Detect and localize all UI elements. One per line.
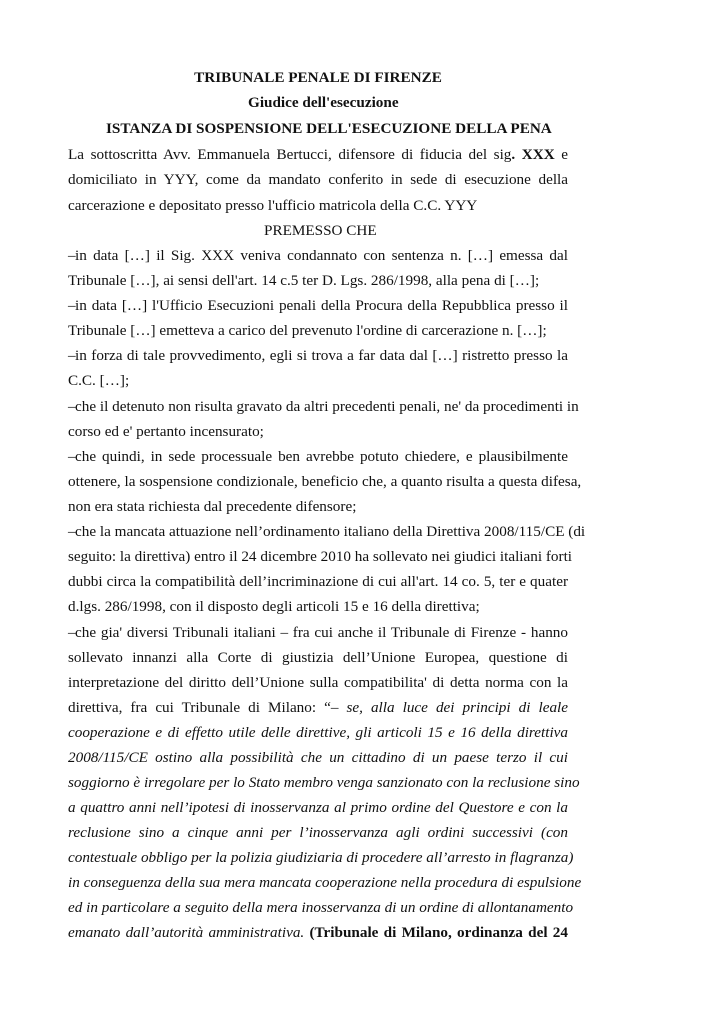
intro-line-3: carcerazione e depositato presso l'ufficio matricola della C.C. YYY	[68, 197, 478, 214]
bullet-dash: –	[68, 398, 76, 415]
point-text: che quindi, in sede processuale ben avrebbe potuto chiedere, e plausibilmente	[75, 448, 568, 465]
point-1-line-1	[68, 246, 568, 266]
point-6-line-2: seguito: la direttiva) entro il 24 dicembre 2010 ha sollevato nei giudici italiani forti	[68, 548, 573, 565]
document-title: ISTANZA DI SOSPENSIONE DELL'ESECUZIONE DELLA PENA	[106, 120, 552, 137]
bullet-dash: –	[68, 448, 76, 465]
quote-text: emanato dall’autorità amministrativa.	[68, 924, 305, 941]
bullet-dash: –	[68, 297, 76, 314]
point-text: in data […] il Sig. XXX veniva condannato con sentenza n. […] emessa dal	[75, 247, 568, 264]
point-6-line-3: dubbi circa la compatibilità dell’incriminazione di cui all'art. 14 co. 5, ter e quater	[68, 573, 568, 590]
point-4-line-2: corso ed e' pertanto incensurato;	[68, 423, 264, 440]
intro-line-1	[68, 145, 568, 165]
point-6-line-4: d.lgs. 286/1998, con il disposto degli articoli 15 e 16 della direttiva;	[68, 598, 480, 615]
bullet-dash: –	[68, 247, 76, 264]
point-3-line-1	[68, 346, 568, 366]
quote-line-5: reclusione sino a cinque anni per l’inosservanza agli ordini successivi (con	[68, 824, 568, 841]
point-5-line-1	[68, 447, 568, 467]
quote-line-4: a quattro anni nell’ipotesi di inosservanza al primo ordine del Questore e con la	[68, 799, 568, 816]
bullet-dash: –	[68, 523, 76, 540]
point-5-line-3: non era stata richiesta dal precedente difensore;	[68, 498, 357, 515]
point-3-line-2: C.C. […];	[68, 372, 130, 389]
quote-line-9	[68, 923, 568, 943]
quote-line-8: ed in particolare a seguito della mera inosservanza di un ordine di allontanamento	[68, 899, 574, 916]
bullet-dash: –	[68, 347, 76, 364]
point-2-line-2: Tribunale […] emetteva a carico del prevenuto l'ordine di carcerazione n. […];	[68, 322, 547, 339]
citation-text: Tribunale di Milano, ordinanza del 24	[314, 924, 568, 941]
point-text: che gia' diversi Tribunali italiani – fra cui anche il Tribunale di Firenze - hanno	[75, 624, 568, 641]
point-text: in data […] l'Ufficio Esecuzioni penali della Procura della Repubblica presso il	[75, 297, 568, 314]
court-heading: TRIBUNALE PENALE DI FIRENZE	[194, 69, 442, 86]
point-6-line-1	[68, 522, 586, 542]
point-1-line-2: Tribunale […], ai sensi dell'art. 14 c.5 ter D. Lgs. 286/1998, alla pena di […];	[68, 272, 540, 289]
point-7-line-1	[68, 623, 568, 643]
point-5-line-2: ottenere, la sospensione condizionale, beneficio che, a quanto risulta a questa difesa,	[68, 473, 582, 490]
quote-line-3: soggiorno è irregolare per lo Stato membro venga sanzionato con la reclusione sino	[68, 774, 580, 791]
quote-line-6: contestuale obbligo per la polizia giudiziaria di procedere all’arresto in flagranza)	[68, 849, 574, 866]
point-text: che il detenuto non risulta gravato da altri precedenti penali, ne' da procedimenti in	[75, 398, 579, 415]
point-7-line-3: interpretazione del diritto dell’Unione sulla compatibilita' di detta norma con la	[68, 674, 568, 691]
point-4-line-1	[68, 397, 579, 417]
premesso-heading: PREMESSO CHE	[264, 222, 377, 239]
point-text: direttiva, fra cui Tribunale di Milano: “–	[68, 699, 347, 716]
point-text: in forza di tale provvedimento, egli si trova a far data dal […] ristretto presso la	[75, 347, 568, 364]
point-text: che la mancata attuazione nell’ordinamento italiano della Direttiva 2008/115/CE (di	[75, 523, 586, 540]
intro-text-end: e	[554, 146, 569, 163]
point-7-line-4	[68, 698, 568, 718]
client-name: . XXX	[511, 146, 555, 163]
point-2-line-1	[68, 296, 568, 316]
point-7-line-2: sollevato innanzi alla Corte di giustizia dell’Unione Europea, questione di	[68, 649, 568, 666]
quote-text: se, alla luce dei principi di leale	[346, 699, 569, 716]
paren-open: (	[304, 924, 315, 941]
intro-line-2: domiciliato in YYY, come da mandato conferito in sede di esecuzione della	[68, 171, 568, 188]
quote-line-7: in conseguenza della sua mera mancata cooperazione nella procedura di espulsione	[68, 874, 582, 891]
intro-text: La sottoscritta Avv. Emmanuela Bertucci, difensore di fiducia del sig	[68, 146, 512, 163]
judge-heading: Giudice dell'esecuzione	[248, 94, 399, 111]
bullet-dash: –	[68, 624, 76, 641]
quote-line-1: cooperazione e di effetto utile delle direttive, gli articoli 15 e 16 della direttiva	[68, 724, 568, 741]
quote-line-2: 2008/115/CE ostino alla possibilità che un cittadino di un paese terzo il cui	[68, 749, 568, 766]
